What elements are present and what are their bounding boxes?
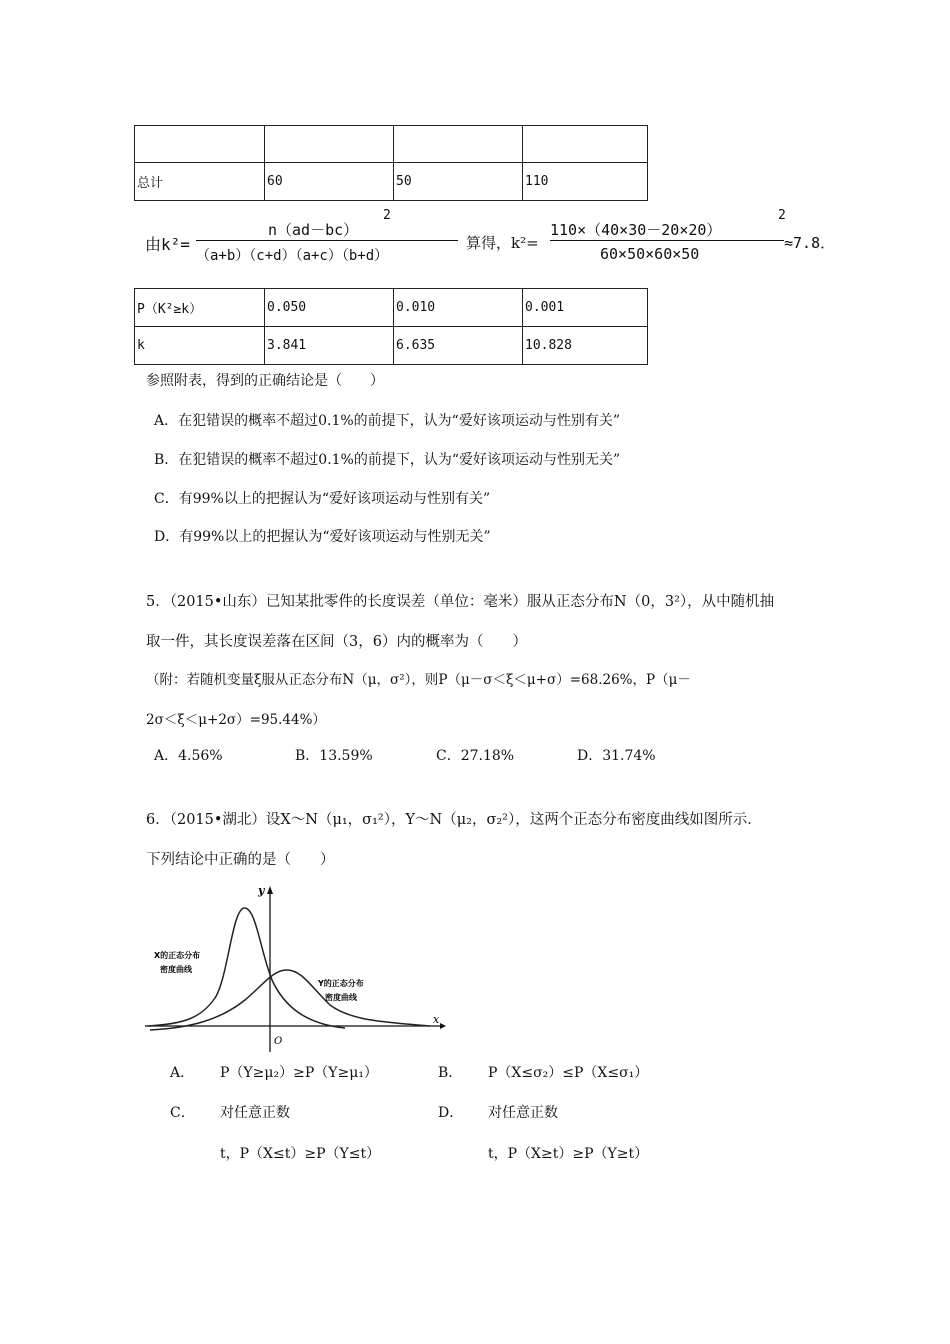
question-5-line-1: 5．（2015•山东）已知某批零件的长度误差（单位：毫米）服从正态分布N（0，3²），从中随机抽 — [146, 594, 775, 610]
y-curve-label-line-2: 密度曲线 — [325, 993, 357, 1002]
x-curve-label-line-2: 密度曲线 — [160, 965, 192, 974]
formula-prefix: 由k²= — [145, 235, 190, 254]
question-6-line-2: 下列结论中正确的是（ ） — [146, 852, 335, 868]
question-5-option-d[interactable]: D．31.74% — [577, 748, 656, 764]
table-cell — [523, 126, 648, 163]
question-6-option-c-letter[interactable]: C． — [170, 1105, 195, 1121]
question-5-line-2: 取一件，其长度误差落在区间（3，6）内的概率为（ ） — [146, 634, 527, 650]
question-6-option-c-line-2[interactable]: t，P（X≤t）≥P（Y≤t） — [220, 1146, 381, 1162]
y-density-curve — [150, 970, 430, 1030]
table-cell: 60 — [265, 163, 394, 201]
y-axis-arrow — [267, 886, 273, 894]
formula-denominator-1: （a+b）（c+d）（a+c）（b+d） — [196, 248, 389, 264]
question-6-option-d-line-2[interactable]: t，P（X≥t）≥P（Y≥t） — [488, 1146, 649, 1162]
formula-mid: 算得，k²= — [466, 234, 539, 252]
normal-curves-figure — [140, 880, 450, 1055]
formula-numerator-2-exponent: 2 — [778, 208, 786, 223]
question-6-option-b[interactable]: P（X≤σ₂）≤P（X≤σ₁） — [488, 1065, 649, 1081]
origin-label: O — [274, 1036, 283, 1047]
table-cell: 110 — [523, 163, 648, 201]
y-axis-label: y — [258, 884, 265, 897]
question-4-option-b[interactable]: B．在犯错误的概率不超过0.1%的前提下，认为“爱好该项运动与性别无关” — [154, 452, 621, 468]
formula-result: ≈7.8． — [784, 234, 836, 252]
fraction-bar-1 — [196, 240, 458, 241]
question-6-option-d-line-1[interactable]: 对任意正数 — [488, 1105, 558, 1121]
x-axis-arrow — [440, 1023, 446, 1029]
formula-denominator-2: 60×50×60×50 — [600, 245, 700, 263]
table-cell: 0.001 — [523, 289, 648, 327]
question-5-line-4: 2σ＜ξ＜μ+2σ）=95.44%） — [146, 712, 326, 728]
y-curve-label-line-1: Y的正态分布 — [318, 979, 364, 988]
question-6-option-d-letter[interactable]: D． — [438, 1105, 464, 1121]
table-cell: P（K²≥k） — [135, 289, 265, 327]
table-row — [135, 126, 648, 163]
x-curve-label-line-1: X的正态分布 — [154, 951, 201, 960]
formula-numerator-1: n（ad－bc） — [268, 221, 359, 239]
table-cell: 50 — [394, 163, 523, 201]
question-6-option-a-letter[interactable]: A． — [170, 1065, 195, 1081]
table-cell: 总计 — [135, 163, 265, 201]
x-axis-label: x — [433, 1013, 440, 1026]
question-6-option-c-line-1[interactable]: 对任意正数 — [220, 1105, 290, 1121]
question-4-option-c[interactable]: C．有99%以上的把握认为“爱好该项运动与性别有关” — [154, 491, 491, 507]
table-cell: 6.635 — [394, 327, 523, 365]
table-cell — [265, 126, 394, 163]
contingency-table — [134, 125, 648, 201]
table-row — [135, 289, 648, 327]
table-cell — [394, 126, 523, 163]
question-5-line-3: （附：若随机变量ξ服从正态分布N（μ，σ²），则P（μ－σ＜ξ＜μ+σ）=68.26%，P（μ－ — [146, 672, 691, 688]
question-4-option-a[interactable]: A．在犯错误的概率不超过0.1%的前提下，认为“爱好该项运动与性别有关” — [154, 413, 620, 429]
question-5-option-b[interactable]: B．13.59% — [295, 748, 373, 764]
question-6-line-1: 6．（2015•湖北）设X～N（μ₁，σ₁²），Y～N（μ₂，σ₂²），这两个正态分布密度曲线如图所示． — [146, 812, 762, 828]
question-6-option-a[interactable]: P（Y≥μ₂）≥P（Y≥μ₁） — [220, 1065, 378, 1081]
question-5-option-c[interactable]: C．27.18% — [436, 748, 515, 764]
formula-numerator-2: 110×（40×30－20×20） — [550, 221, 722, 239]
question-4-stem: 参照附表，得到的正确结论是（ ） — [146, 373, 384, 389]
table-cell: 10.828 — [523, 327, 648, 365]
table-cell: 0.050 — [265, 289, 394, 327]
table-cell: 0.010 — [394, 289, 523, 327]
question-4-option-d[interactable]: D．有99%以上的把握认为“爱好该项运动与性别无关” — [154, 529, 491, 545]
table-row — [135, 163, 648, 201]
table-cell — [135, 126, 265, 163]
critical-value-table — [134, 288, 648, 365]
question-5-option-a[interactable]: A．4.56% — [154, 748, 223, 764]
fraction-bar-2 — [550, 240, 784, 241]
table-cell: 3.841 — [265, 327, 394, 365]
question-6-option-b-letter[interactable]: B． — [438, 1065, 463, 1081]
table-row — [135, 327, 648, 365]
table-cell: k — [135, 327, 265, 365]
formula-numerator-1-exponent: 2 — [383, 208, 391, 223]
